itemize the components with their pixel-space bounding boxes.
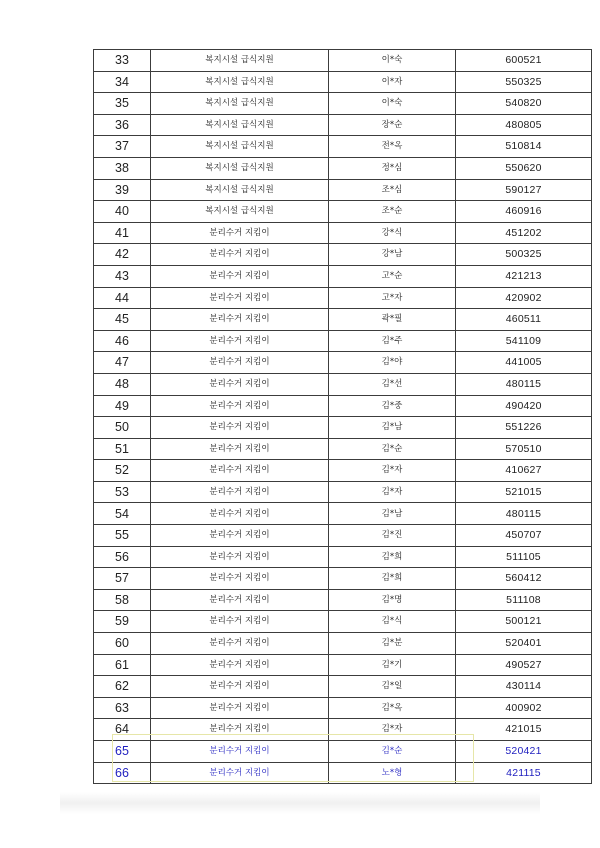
birth-date: 460511 <box>456 309 592 331</box>
program-name: 분리수거 지킴이 <box>151 762 329 784</box>
participant-name: 김*선 <box>329 373 456 395</box>
program-name: 복지시설 급식지원 <box>151 179 329 201</box>
row-number: 57 <box>94 568 151 590</box>
program-name: 분리수거 지킴이 <box>151 633 329 655</box>
participant-name: 곽*필 <box>329 309 456 331</box>
program-name: 분리수거 지킴이 <box>151 417 329 439</box>
birth-date: 521015 <box>456 481 592 503</box>
participant-name: 김*일 <box>329 676 456 698</box>
birth-date: 511108 <box>456 589 592 611</box>
participant-name: 김*주 <box>329 330 456 352</box>
program-name: 복지시설 급식지원 <box>151 114 329 136</box>
birth-date: 480805 <box>456 114 592 136</box>
table-row <box>94 330 592 352</box>
participant-name: 김*남 <box>329 417 456 439</box>
row-number: 54 <box>94 503 151 525</box>
birth-date: 500325 <box>456 244 592 266</box>
participant-name: 이*숙 <box>329 93 456 115</box>
birth-date: 441005 <box>456 352 592 374</box>
row-number: 47 <box>94 352 151 374</box>
participant-table-body <box>94 50 592 784</box>
participant-name: 이*숙 <box>329 50 456 72</box>
participant-name: 김*자 <box>329 481 456 503</box>
participant-name: 장*순 <box>329 114 456 136</box>
row-number: 53 <box>94 481 151 503</box>
program-name: 복지시설 급식지원 <box>151 136 329 158</box>
row-number: 56 <box>94 546 151 568</box>
row-number: 35 <box>94 93 151 115</box>
birth-date: 480115 <box>456 503 592 525</box>
table-row <box>94 589 592 611</box>
row-number: 61 <box>94 654 151 676</box>
participant-name: 김*희 <box>329 546 456 568</box>
birth-date: 541109 <box>456 330 592 352</box>
row-number: 66 <box>94 762 151 784</box>
birth-date: 400902 <box>456 697 592 719</box>
participant-name: 김*자 <box>329 460 456 482</box>
row-number: 65 <box>94 741 151 763</box>
program-name: 분리수거 지킴이 <box>151 719 329 741</box>
table-row <box>94 525 592 547</box>
participant-name: 김*순 <box>329 438 456 460</box>
table-row <box>94 503 592 525</box>
participant-name: 고*순 <box>329 265 456 287</box>
row-number: 36 <box>94 114 151 136</box>
birth-date: 430114 <box>456 676 592 698</box>
row-number: 40 <box>94 201 151 223</box>
program-name: 복지시설 급식지원 <box>151 201 329 223</box>
program-name: 분리수거 지킴이 <box>151 352 329 374</box>
participant-name: 김*자 <box>329 719 456 741</box>
row-number: 58 <box>94 589 151 611</box>
table-row <box>94 633 592 655</box>
participant-name: 조*순 <box>329 201 456 223</box>
program-name: 분리수거 지킴이 <box>151 460 329 482</box>
participant-name: 김*중 <box>329 395 456 417</box>
participant-name: 이*자 <box>329 71 456 93</box>
table-row <box>94 697 592 719</box>
table-row <box>94 719 592 741</box>
program-name: 분리수거 지킴이 <box>151 222 329 244</box>
row-number: 45 <box>94 309 151 331</box>
row-number: 46 <box>94 330 151 352</box>
birth-date: 410627 <box>456 460 592 482</box>
program-name: 분리수거 지킴이 <box>151 373 329 395</box>
birth-date: 511105 <box>456 546 592 568</box>
birth-date: 551226 <box>456 417 592 439</box>
row-number: 42 <box>94 244 151 266</box>
participant-name: 김*진 <box>329 525 456 547</box>
birth-date: 570510 <box>456 438 592 460</box>
participant-name: 정*심 <box>329 157 456 179</box>
participant-name: 김*남 <box>329 503 456 525</box>
birth-date: 490527 <box>456 654 592 676</box>
birth-date: 600521 <box>456 50 592 72</box>
program-name: 복지시설 급식지원 <box>151 71 329 93</box>
participant-name: 강*식 <box>329 222 456 244</box>
table-row <box>94 71 592 93</box>
program-name: 분리수거 지킴이 <box>151 611 329 633</box>
table-row <box>94 287 592 309</box>
table-row <box>94 676 592 698</box>
program-name: 분리수거 지킴이 <box>151 546 329 568</box>
table-row <box>94 373 592 395</box>
birth-date: 490420 <box>456 395 592 417</box>
row-number: 33 <box>94 50 151 72</box>
birth-date: 421015 <box>456 719 592 741</box>
table-row <box>94 352 592 374</box>
birth-date: 421213 <box>456 265 592 287</box>
program-name: 분리수거 지킴이 <box>151 287 329 309</box>
table-row <box>94 438 592 460</box>
participant-name: 김*기 <box>329 654 456 676</box>
row-number: 43 <box>94 265 151 287</box>
program-name: 복지시설 급식지원 <box>151 50 329 72</box>
row-number: 62 <box>94 676 151 698</box>
table-row <box>94 201 592 223</box>
participant-name: 고*자 <box>329 287 456 309</box>
table-row <box>94 222 592 244</box>
birth-date: 500121 <box>456 611 592 633</box>
table-row <box>94 179 592 201</box>
table-row <box>94 654 592 676</box>
row-number: 51 <box>94 438 151 460</box>
table-row <box>94 50 592 72</box>
row-number: 64 <box>94 719 151 741</box>
program-name: 분리수거 지킴이 <box>151 330 329 352</box>
row-number: 60 <box>94 633 151 655</box>
birth-date: 420902 <box>456 287 592 309</box>
birth-date: 590127 <box>456 179 592 201</box>
program-name: 분리수거 지킴이 <box>151 265 329 287</box>
table-row <box>94 762 592 784</box>
table-row <box>94 93 592 115</box>
participant-name: 김*순 <box>329 741 456 763</box>
participant-name: 김*분 <box>329 633 456 655</box>
table-row <box>94 114 592 136</box>
row-number: 59 <box>94 611 151 633</box>
program-name: 분리수거 지킴이 <box>151 676 329 698</box>
row-number: 48 <box>94 373 151 395</box>
table-row <box>94 157 592 179</box>
program-name: 분리수거 지킴이 <box>151 503 329 525</box>
birth-date: 550620 <box>456 157 592 179</box>
row-number: 55 <box>94 525 151 547</box>
birth-date: 550325 <box>456 71 592 93</box>
birth-date: 510814 <box>456 136 592 158</box>
participant-name: 김*야 <box>329 352 456 374</box>
program-name: 복지시설 급식지원 <box>151 157 329 179</box>
participant-name: 조*심 <box>329 179 456 201</box>
row-number: 37 <box>94 136 151 158</box>
birth-date: 540820 <box>456 93 592 115</box>
participant-name: 김*식 <box>329 611 456 633</box>
row-number: 44 <box>94 287 151 309</box>
program-name: 분리수거 지킴이 <box>151 309 329 331</box>
birth-date: 520421 <box>456 741 592 763</box>
program-name: 분리수거 지킴이 <box>151 741 329 763</box>
program-name: 분리수거 지킴이 <box>151 395 329 417</box>
row-number: 34 <box>94 71 151 93</box>
row-number: 50 <box>94 417 151 439</box>
birth-date: 520401 <box>456 633 592 655</box>
table-row <box>94 417 592 439</box>
row-number: 38 <box>94 157 151 179</box>
table-row <box>94 546 592 568</box>
row-number: 52 <box>94 460 151 482</box>
participant-name: 전*옥 <box>329 136 456 158</box>
program-name: 분리수거 지킴이 <box>151 438 329 460</box>
table-row <box>94 395 592 417</box>
birth-date: 460916 <box>456 201 592 223</box>
program-name: 분리수거 지킴이 <box>151 568 329 590</box>
table-row <box>94 265 592 287</box>
scan-artifact <box>60 792 540 814</box>
table-row <box>94 460 592 482</box>
program-name: 분리수거 지킴이 <box>151 697 329 719</box>
participant-name: 김*옥 <box>329 697 456 719</box>
row-number: 41 <box>94 222 151 244</box>
row-number: 49 <box>94 395 151 417</box>
table-row <box>94 741 592 763</box>
program-name: 분리수거 지킴이 <box>151 244 329 266</box>
birth-date: 450707 <box>456 525 592 547</box>
program-name: 복지시설 급식지원 <box>151 93 329 115</box>
table-row <box>94 481 592 503</box>
program-name: 분리수거 지킴이 <box>151 589 329 611</box>
table-row <box>94 611 592 633</box>
row-number: 39 <box>94 179 151 201</box>
table-row <box>94 309 592 331</box>
participant-name: 강*남 <box>329 244 456 266</box>
birth-date: 560412 <box>456 568 592 590</box>
birth-date: 421115 <box>456 762 592 784</box>
row-number: 63 <box>94 697 151 719</box>
table-row <box>94 136 592 158</box>
program-name: 분리수거 지킴이 <box>151 654 329 676</box>
participant-name: 김*명 <box>329 589 456 611</box>
participant-table <box>93 49 592 784</box>
birth-date: 451202 <box>456 222 592 244</box>
participant-name: 노*형 <box>329 762 456 784</box>
table-row <box>94 568 592 590</box>
birth-date: 480115 <box>456 373 592 395</box>
program-name: 분리수거 지킴이 <box>151 481 329 503</box>
program-name: 분리수거 지킴이 <box>151 525 329 547</box>
participant-name: 김*희 <box>329 568 456 590</box>
table-row <box>94 244 592 266</box>
